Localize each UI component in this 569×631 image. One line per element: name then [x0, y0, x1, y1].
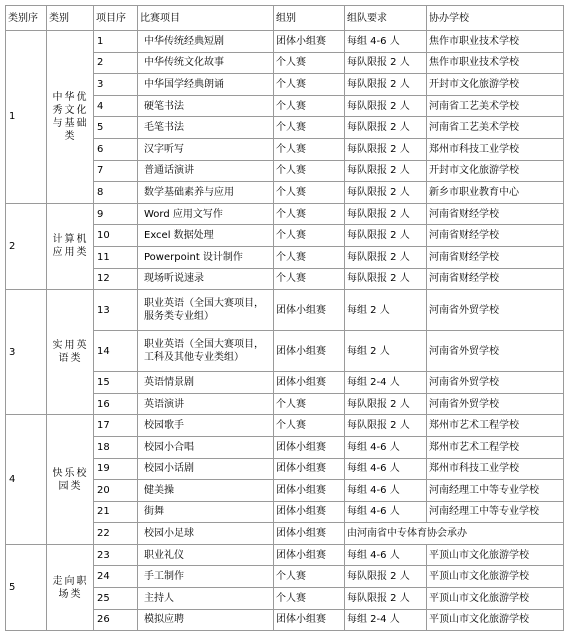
group-type-cell: 团体小组赛: [274, 290, 345, 331]
item-number-cell: 25: [94, 588, 138, 610]
requirement-cell: 每队限报 2 人: [345, 160, 427, 182]
category-name-cell: 实用英语类: [47, 290, 94, 415]
requirement-cell: 每队限报 2 人: [345, 203, 427, 225]
group-type-cell: 个人赛: [274, 182, 345, 204]
table-row: [6, 31, 564, 53]
item-name-cell: 中华传统文化故事: [138, 52, 274, 74]
group-type-cell: 团体小组赛: [274, 436, 345, 458]
item-name-cell: 数学基础素养与应用: [138, 182, 274, 204]
group-type-cell: 个人赛: [274, 415, 345, 437]
competition-table: [5, 5, 564, 631]
item-number-cell: 18: [94, 436, 138, 458]
table-row: [6, 544, 564, 566]
requirement-cell: 每队限报 2 人: [345, 52, 427, 74]
table-row: [6, 290, 564, 331]
school-cell: 郑州市科技工业学校: [427, 138, 564, 160]
item-name-cell: Powerpoint 设计制作: [138, 246, 274, 268]
item-number-cell: 6: [94, 138, 138, 160]
requirement-cell: 每队限报 2 人: [345, 117, 427, 139]
item-name-cell: 中华传统经典短剧: [138, 31, 274, 53]
item-number-cell: 2: [94, 52, 138, 74]
category-name-cell: 走向职场类: [47, 544, 94, 630]
item-name-cell: 校园小话剧: [138, 458, 274, 480]
school-cell: 焦作市职业技术学校: [427, 52, 564, 74]
item-number-cell: 4: [94, 95, 138, 117]
requirement-cell: 每组 4-6 人: [345, 436, 427, 458]
item-number-cell: 5: [94, 117, 138, 139]
table-row: [6, 415, 564, 437]
requirement-cell: 每组 4-6 人: [345, 458, 427, 480]
item-name-cell: Excel 数据处理: [138, 225, 274, 247]
requirement-cell: 每队限报 2 人: [345, 182, 427, 204]
group-type-cell: 团体小组赛: [274, 544, 345, 566]
school-cell: 河南省外贸学校: [427, 393, 564, 415]
item-name-cell: 现场听说速录: [138, 268, 274, 290]
category-name-cell: 计算机应用类: [47, 203, 94, 289]
school-cell: 河南经理工中等专业学校: [427, 480, 564, 502]
school-cell: 河南省外贸学校: [427, 372, 564, 394]
requirement-cell: 每组 2-4 人: [345, 609, 427, 631]
school-cell: 河南经理工中等专业学校: [427, 501, 564, 523]
requirement-cell: 每队限报 2 人: [345, 415, 427, 437]
item-number-cell: 19: [94, 458, 138, 480]
requirement-cell: 每组 2-4 人: [345, 372, 427, 394]
category-index-cell: 1: [6, 31, 47, 204]
item-number-cell: 14: [94, 331, 138, 372]
item-name-cell: 手工制作: [138, 566, 274, 588]
group-type-cell: 个人赛: [274, 225, 345, 247]
school-cell: 河南省工艺美术学校: [427, 117, 564, 139]
item-number-cell: 11: [94, 246, 138, 268]
table-body: [6, 31, 564, 631]
item-name-cell: 健美操: [138, 480, 274, 502]
item-name-cell: 校园小合唱: [138, 436, 274, 458]
group-type-cell: 个人赛: [274, 268, 345, 290]
group-type-cell: 个人赛: [274, 138, 345, 160]
group-type-cell: 团体小组赛: [274, 458, 345, 480]
item-name-cell: 英语演讲: [138, 393, 274, 415]
group-type-cell: 个人赛: [274, 393, 345, 415]
header-cell: 组队要求: [345, 6, 427, 31]
requirement-cell: 每队限报 2 人: [345, 138, 427, 160]
requirement-cell: 每队限报 2 人: [345, 588, 427, 610]
table-row: [6, 203, 564, 225]
item-name-cell: 毛笔书法: [138, 117, 274, 139]
category-index-cell: 2: [6, 203, 47, 289]
group-type-cell: 个人赛: [274, 74, 345, 96]
school-cell: 郑州市艺术工程学校: [427, 436, 564, 458]
school-cell: 河南省财经学校: [427, 268, 564, 290]
item-name-cell: 职业礼仪: [138, 544, 274, 566]
item-number-cell: 16: [94, 393, 138, 415]
item-name-cell: 汉字听写: [138, 138, 274, 160]
header-cell: 类别序: [6, 6, 47, 31]
header-cell: 协办学校: [427, 6, 564, 31]
item-number-cell: 1: [94, 31, 138, 53]
item-name-cell: 主持人: [138, 588, 274, 610]
school-cell: 焦作市职业技术学校: [427, 31, 564, 53]
school-cell: 河南省工艺美术学校: [427, 95, 564, 117]
school-cell: 郑州市科技工业学校: [427, 458, 564, 480]
item-number-cell: 24: [94, 566, 138, 588]
group-type-cell: 个人赛: [274, 246, 345, 268]
category-index-cell: 3: [6, 290, 47, 415]
school-cell: 平顶山市文化旅游学校: [427, 609, 564, 631]
requirement-cell: 每组 4-6 人: [345, 501, 427, 523]
item-number-cell: 10: [94, 225, 138, 247]
school-cell: 新乡市职业教育中心: [427, 182, 564, 204]
group-type-cell: 团体小组赛: [274, 480, 345, 502]
school-cell: 开封市文化旅游学校: [427, 160, 564, 182]
category-index-cell: 5: [6, 544, 47, 630]
group-type-cell: 个人赛: [274, 566, 345, 588]
school-cell: 河南省财经学校: [427, 203, 564, 225]
requirement-cell: 每组 2 人: [345, 331, 427, 372]
header-cell: 组别: [274, 6, 345, 31]
header-cell: 类别: [47, 6, 94, 31]
school-cell: 平顶山市文化旅游学校: [427, 544, 564, 566]
group-type-cell: 团体小组赛: [274, 523, 345, 545]
requirement-cell: 由河南省中专体育协会承办: [345, 523, 564, 545]
item-name-cell: 普通话演讲: [138, 160, 274, 182]
item-number-cell: 21: [94, 501, 138, 523]
school-cell: 郑州市艺术工程学校: [427, 415, 564, 437]
requirement-cell: 每队限报 2 人: [345, 95, 427, 117]
item-name-cell: 英语情景剧: [138, 372, 274, 394]
item-number-cell: 15: [94, 372, 138, 394]
item-name-cell: Word 应用文写作: [138, 203, 274, 225]
requirement-cell: 每队限报 2 人: [345, 225, 427, 247]
requirement-cell: 每队限报 2 人: [345, 246, 427, 268]
group-type-cell: 团体小组赛: [274, 609, 345, 631]
item-name-cell: 模拟应聘: [138, 609, 274, 631]
item-number-cell: 7: [94, 160, 138, 182]
item-number-cell: 26: [94, 609, 138, 631]
requirement-cell: 每队限报 2 人: [345, 566, 427, 588]
header-cell: 项目序: [94, 6, 138, 31]
item-name-cell: 校园歌手: [138, 415, 274, 437]
group-type-cell: 个人赛: [274, 95, 345, 117]
item-name-cell: 职业英语（全国大赛项目，工科及其他专业类组）: [138, 331, 274, 372]
item-number-cell: 3: [94, 74, 138, 96]
group-type-cell: 团体小组赛: [274, 331, 345, 372]
school-cell: 河南省外贸学校: [427, 290, 564, 331]
category-name-cell: 中华优秀文化与基础类: [47, 31, 94, 204]
item-name-cell: 校园小足球: [138, 523, 274, 545]
category-index-cell: 4: [6, 415, 47, 545]
school-cell: 河南省财经学校: [427, 225, 564, 247]
table-container: [5, 5, 564, 631]
group-type-cell: 团体小组赛: [274, 372, 345, 394]
item-number-cell: 17: [94, 415, 138, 437]
item-name-cell: 硬笔书法: [138, 95, 274, 117]
school-cell: 河南省财经学校: [427, 246, 564, 268]
item-number-cell: 22: [94, 523, 138, 545]
item-number-cell: 8: [94, 182, 138, 204]
item-number-cell: 9: [94, 203, 138, 225]
item-number-cell: 13: [94, 290, 138, 331]
school-cell: 开封市文化旅游学校: [427, 74, 564, 96]
group-type-cell: 个人赛: [274, 588, 345, 610]
header-row: [6, 6, 564, 31]
requirement-cell: 每组 2 人: [345, 290, 427, 331]
group-type-cell: 个人赛: [274, 203, 345, 225]
requirement-cell: 每队限报 2 人: [345, 268, 427, 290]
category-name-cell: 快乐校园类: [47, 415, 94, 545]
group-type-cell: 个人赛: [274, 52, 345, 74]
requirement-cell: 每组 4-6 人: [345, 544, 427, 566]
item-name-cell: 职业英语（全国大赛项目，服务类专业组）: [138, 290, 274, 331]
item-name-cell: 中华国学经典朗诵: [138, 74, 274, 96]
group-type-cell: 个人赛: [274, 117, 345, 139]
school-cell: 平顶山市文化旅游学校: [427, 588, 564, 610]
requirement-cell: 每队限报 2 人: [345, 393, 427, 415]
group-type-cell: 团体小组赛: [274, 31, 345, 53]
school-cell: 河南省外贸学校: [427, 331, 564, 372]
item-number-cell: 23: [94, 544, 138, 566]
group-type-cell: 团体小组赛: [274, 501, 345, 523]
item-number-cell: 12: [94, 268, 138, 290]
requirement-cell: 每队限报 2 人: [345, 74, 427, 96]
header-cell: 比赛项目: [138, 6, 274, 31]
requirement-cell: 每组 4-6 人: [345, 480, 427, 502]
item-name-cell: 街舞: [138, 501, 274, 523]
group-type-cell: 个人赛: [274, 160, 345, 182]
requirement-cell: 每组 4-6 人: [345, 31, 427, 53]
item-number-cell: 20: [94, 480, 138, 502]
school-cell: 平顶山市文化旅游学校: [427, 566, 564, 588]
